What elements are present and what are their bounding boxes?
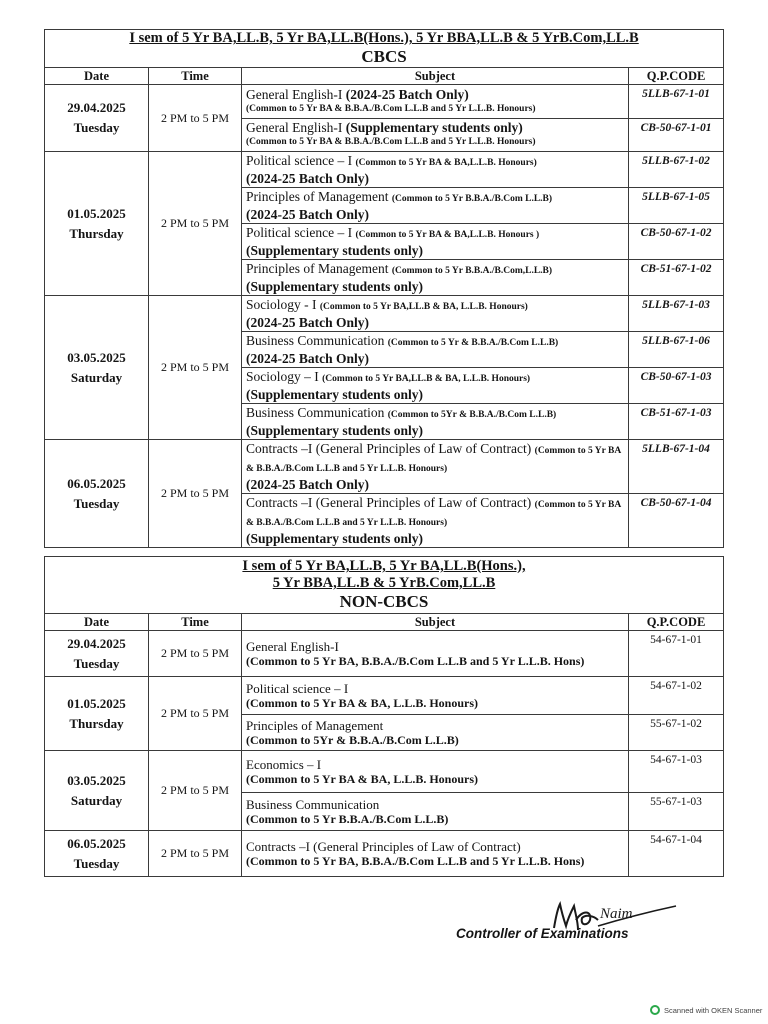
noncbcs-title-line2: 5 Yr BBA,LL.B & 5 YrB.Com,LL.B [272, 575, 496, 591]
subject-cell [242, 831, 629, 877]
table-row [45, 677, 724, 715]
qp-code: CB-50-67-1-04 [629, 494, 724, 548]
common-note: (Common to 5 Yr BA & BA,L.L.B. Honours ) [355, 230, 540, 240]
subject-name: Political science – I [246, 153, 353, 168]
exam-date-cell [45, 152, 149, 296]
noncbcs-timetable [44, 556, 723, 877]
common-note: (Common to 5 Yr B.B.A./B.Com L.L.B) [391, 194, 553, 204]
subject-name: General English-I [246, 638, 339, 654]
col-time: Time [149, 68, 242, 85]
exam-date: 01.05.2025 [67, 205, 126, 221]
exam-date: 29.04.2025 [67, 100, 126, 115]
table-row [45, 831, 724, 877]
exam-day: Thursday [69, 225, 124, 241]
qp-code: 5LLB-67-1-02 [629, 152, 724, 188]
batch-label: (Supplementary students only) [345, 120, 523, 135]
exam-time: 2 PM to 5 PM [149, 440, 242, 548]
exam-date-cell [45, 831, 149, 877]
exam-time: 2 PM to 5 PM [149, 831, 242, 877]
exam-date-cell [45, 677, 149, 751]
subject-name: Political science – I [246, 225, 353, 240]
batch-label: (2024-25 Batch Only) [246, 171, 369, 186]
exam-day: Tuesday [73, 495, 120, 511]
subject-cell [242, 224, 629, 260]
common-note: (Common to 5 Yr BA & B.B.A./B.Com L.L.B and 5 Yr L.L.B. Honours) [246, 446, 621, 474]
common-note: (Common to 5 Yr BA & BA, L.L.B. Honours) [246, 695, 479, 710]
exam-time: 2 PM to 5 PM [149, 751, 242, 831]
subject-name: General English-I [246, 120, 343, 135]
subject-cell [242, 793, 629, 831]
subject-cell [242, 715, 629, 751]
exam-date-cell [45, 85, 149, 152]
exam-time: 2 PM to 5 PM [149, 85, 242, 152]
exam-day: Tuesday [73, 120, 120, 135]
common-note: (Common to 5 Yr BA, B.B.A./B.Com L.L.B and 5 Yr L.L.B. Hons) [246, 853, 585, 868]
subject-cell [242, 188, 629, 224]
col-subject: Subject [242, 614, 629, 631]
qp-code: 5LLB-67-1-03 [629, 296, 724, 332]
batch-label: (Supplementary students only) [246, 279, 424, 294]
col-date: Date [45, 68, 149, 85]
exam-date: 06.05.2025 [67, 475, 126, 491]
exam-date: 29.04.2025 [67, 635, 126, 651]
qp-code: 55-67-1-02 [629, 715, 724, 751]
subject-line [246, 495, 625, 531]
table-row [45, 440, 724, 494]
common-note: (Common to 5 Yr & B.B.A./B.Com L.L.B) [387, 338, 559, 348]
subject-line [246, 189, 625, 207]
exam-time: 2 PM to 5 PM [149, 677, 242, 751]
common-note: (Common to 5 Yr B.B.A./B.Com,L.L.B) [391, 266, 553, 276]
batch-label: (Supplementary students only) [246, 243, 424, 258]
cbcs-subtitle: CBCS [361, 47, 407, 66]
subject-line [246, 441, 625, 477]
batch-label: (Supplementary students only) [246, 531, 424, 546]
subject-line [246, 369, 625, 387]
qp-code: CB-51-67-1-03 [629, 404, 724, 440]
subject-cell [242, 677, 629, 715]
controller-of-examinations: Controller of Examinations [456, 926, 629, 941]
batch-label: (2024-25 Batch Only) [246, 207, 369, 222]
subject-name: Contracts –I (General Principles of Law of Contract) [246, 441, 532, 456]
common-note: (Common to 5 Yr BA & B.B.A./B.Com L.L.B and 5 Yr L.L.B. Honours) [246, 137, 536, 147]
scanner-text: Scanned with OKEN Scanner [664, 1005, 763, 1015]
common-note: (Common to 5Yr & B.B.A./B.Com L.L.B) [387, 410, 557, 420]
col-subject: Subject [242, 68, 629, 85]
subject-line [246, 333, 625, 351]
qp-code: 55-67-1-03 [629, 793, 724, 831]
common-note: (Common to 5 Yr BA, B.B.A./B.Com L.L.B and 5 Yr L.L.B. Hons) [246, 653, 585, 668]
exam-date: 03.05.2025 [67, 772, 126, 788]
qp-code: 5LLB-67-1-05 [629, 188, 724, 224]
common-note: (Common to 5 Yr BA & B.B.A./B.Com L.L.B and 5 Yr L.L.B. Honours) [246, 500, 621, 528]
table-row [45, 152, 724, 188]
qp-code: 54-67-1-01 [629, 631, 724, 677]
subject-name: General English-I [246, 86, 343, 102]
common-note: (Common to 5Yr & B.B.A./B.Com L.L.B) [246, 732, 459, 747]
common-note: (Common to 5 Yr BA & BA,L.L.B. Honours) [355, 158, 537, 168]
batch-label: (2024-25 Batch Only) [246, 315, 369, 330]
subject-name: Contracts –I (General Principles of Law of Contract) [246, 838, 521, 854]
noncbcs-title-line1: I sem of 5 Yr BA,LL.B, 5 Yr BA,LL.B(Hons.), [242, 558, 526, 574]
exam-day: Thursday [69, 715, 124, 731]
scanner-logo-icon [650, 1005, 660, 1015]
subject-cell [242, 152, 629, 188]
col-qpcode: Q.P.CODE [629, 68, 724, 85]
exam-day: Tuesday [73, 855, 120, 871]
col-date: Date [45, 614, 149, 631]
exam-day: Saturday [70, 369, 123, 385]
subject-name: Business Communication [246, 796, 380, 812]
subject-cell [242, 404, 629, 440]
batch-label: (2024-25 Batch Only) [246, 477, 369, 492]
qp-code: 54-67-1-02 [629, 677, 724, 715]
common-note: (Common to 5 Yr BA,LL.B & BA, L.L.B. Honours) [319, 302, 528, 312]
exam-date: 03.05.2025 [67, 349, 126, 365]
table-row [45, 85, 724, 119]
subject-name: Principles of Management [246, 189, 389, 204]
col-qpcode: Q.P.CODE [629, 614, 724, 631]
subject-line [246, 120, 625, 135]
exam-time: 2 PM to 5 PM [149, 296, 242, 440]
exam-day: Tuesday [73, 655, 120, 671]
qp-code: 5LLB-67-1-04 [629, 440, 724, 494]
cbcs-header [45, 30, 724, 68]
exam-time: 2 PM to 5 PM [149, 152, 242, 296]
subject-cell [242, 494, 629, 548]
subject-cell [242, 631, 629, 677]
common-note: (Common to 5 Yr B.B.A./B.Com L.L.B) [246, 811, 449, 826]
subject-name: Sociology - I [246, 297, 317, 312]
qp-code: CB-50-67-1-03 [629, 368, 724, 404]
batch-label: (2024-25 Batch Only) [246, 351, 369, 366]
subject-cell [242, 751, 629, 793]
exam-date: 06.05.2025 [67, 835, 126, 851]
subject-name: Business Communication [246, 405, 385, 420]
qp-code: 5LLB-67-1-01 [629, 85, 724, 119]
subject-cell [242, 332, 629, 368]
subject-line [246, 87, 625, 102]
signature-text: Naim [600, 906, 633, 922]
subject-cell [242, 260, 629, 296]
subject-line [246, 153, 625, 171]
exam-day: Saturday [70, 792, 123, 808]
batch-label: (Supplementary students only) [246, 387, 424, 402]
noncbcs-header [45, 557, 724, 614]
table-row [45, 296, 724, 332]
subject-name: Sociology – I [246, 369, 319, 384]
exam-date-cell [45, 440, 149, 548]
common-note: (Common to 5 Yr BA & BA, L.L.B. Honours) [246, 771, 479, 786]
noncbcs-subtitle: NON-CBCS [339, 592, 429, 611]
qp-code: 5LLB-67-1-06 [629, 332, 724, 368]
scanner-watermark [650, 1005, 762, 1015]
subject-name: Principles of Management [246, 717, 384, 733]
table-row [45, 751, 724, 793]
exam-date-cell [45, 296, 149, 440]
subject-cell [242, 368, 629, 404]
exam-date: 01.05.2025 [67, 695, 126, 711]
subject-line [246, 225, 625, 243]
qp-code: 54-67-1-03 [629, 751, 724, 793]
subject-line [246, 405, 625, 423]
subject-name: Principles of Management [246, 261, 389, 276]
subject-name: Contracts –I (General Principles of Law of Contract) [246, 495, 532, 510]
cbcs-title: I sem of 5 Yr BA,LL.B, 5 Yr BA,LL.B(Hons.), 5 Yr BBA,LL.B & 5 YrB.Com,LL.B [129, 30, 639, 46]
exam-time: 2 PM to 5 PM [149, 631, 242, 677]
subject-cell [242, 296, 629, 332]
batch-label: (Supplementary students only) [246, 423, 424, 438]
subject-name: Economics – I [246, 756, 322, 772]
subject-line [246, 297, 625, 315]
qp-code: CB-50-67-1-01 [629, 119, 724, 152]
exam-date-cell [45, 631, 149, 677]
batch-label: (2024-25 Batch Only) [345, 86, 469, 102]
col-time: Time [149, 614, 242, 631]
qp-code: 54-67-1-04 [629, 831, 724, 877]
table-row [45, 631, 724, 677]
subject-name: Business Communication [246, 333, 385, 348]
common-note: (Common to 5 Yr BA,LL.B & BA, L.L.B. Honours) [322, 374, 531, 384]
qp-code: CB-50-67-1-02 [629, 224, 724, 260]
subject-line [246, 261, 625, 279]
subject-cell [242, 85, 629, 119]
subject-cell [242, 440, 629, 494]
common-note: (Common to 5 Yr BA & B.B.A./B.Com L.L.B and 5 Yr L.L.B. Honours) [246, 103, 536, 114]
subject-cell [242, 119, 629, 152]
subject-name: Political science – I [246, 680, 349, 696]
cbcs-timetable [44, 29, 723, 548]
qp-code: CB-51-67-1-02 [629, 260, 724, 296]
exam-date-cell [45, 751, 149, 831]
